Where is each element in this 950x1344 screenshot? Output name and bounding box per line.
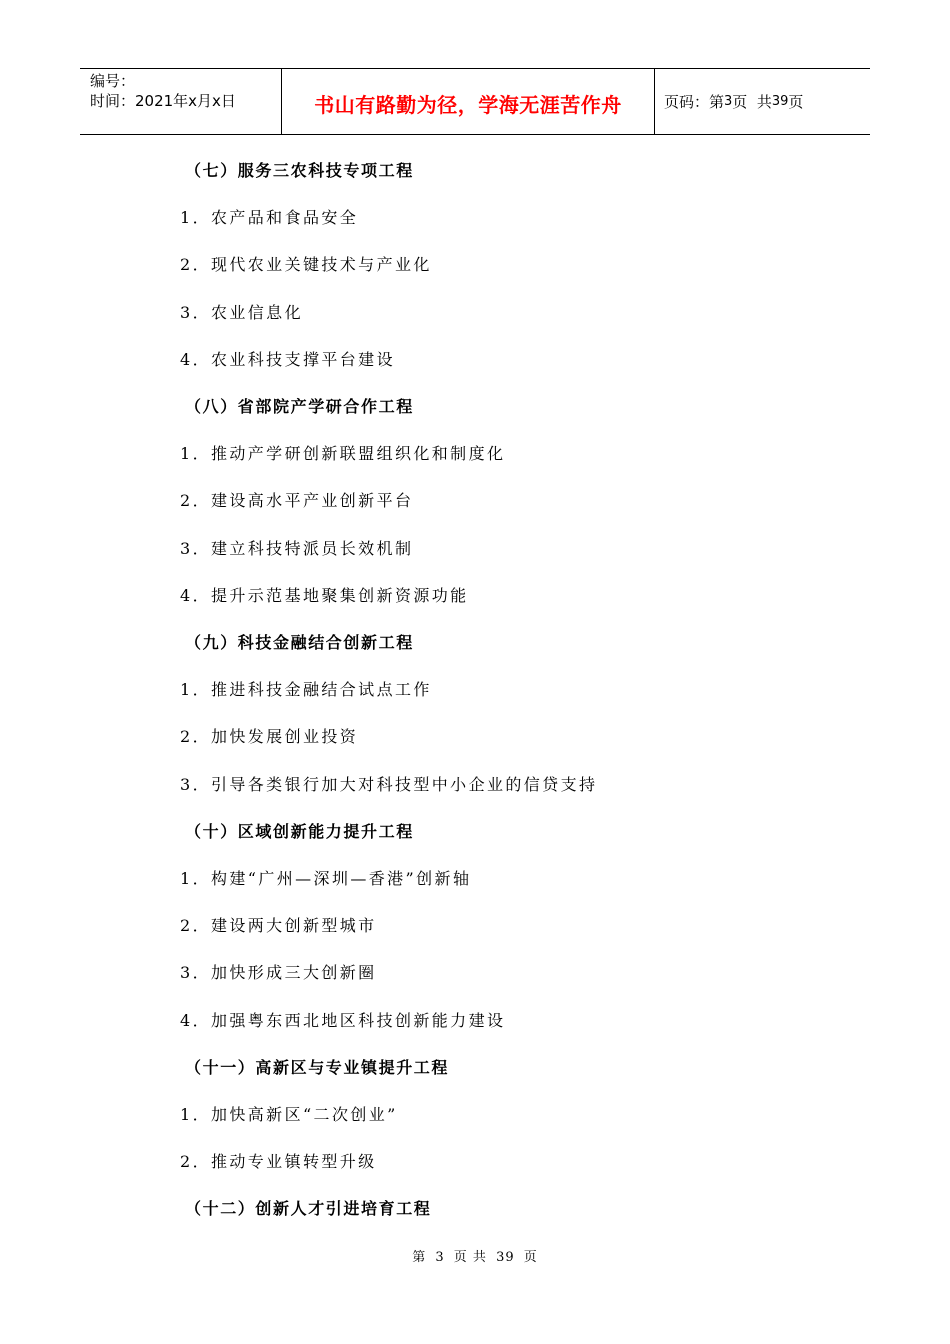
list-item: 1．农产品和食品安全 — [180, 208, 359, 227]
footer-mid: 页 共 — [453, 1250, 487, 1265]
list-item: 1．加快高新区“二次创业” — [180, 1105, 398, 1124]
page-suffix: 页 — [788, 93, 804, 111]
list-item: 4．农业科技支撑平台建设 — [180, 350, 395, 369]
page-header — [80, 68, 870, 135]
footer-total: 39 — [496, 1250, 515, 1265]
list-item: 1．推动产学研创新联盟组织化和制度化 — [180, 444, 506, 463]
time-label: 时间：2021年x月x日 — [90, 92, 236, 110]
header-motto: 书山有路勤为径，学海无涯苦作舟 — [314, 93, 622, 117]
list-item: 3．引导各类银行加大对科技型中小企业的信贷支持 — [180, 775, 598, 794]
section-heading: （九）科技金融结合创新工程 — [185, 633, 414, 652]
footer-prefix: 第 — [412, 1250, 427, 1265]
header-page-info — [655, 69, 870, 134]
page-total: 39 — [771, 94, 789, 109]
section-heading: （八）省部院产学研合作工程 — [185, 397, 414, 416]
list-item: 4．加强粤东西北地区科技创新能力建设 — [180, 1011, 506, 1030]
list-item: 3．农业信息化 — [180, 303, 303, 322]
section-heading: （十一）高新区与专业镇提升工程 — [185, 1058, 450, 1077]
footer-suffix: 页 — [523, 1250, 538, 1265]
footer-current: 3 — [435, 1250, 445, 1265]
list-item: 2．加快发展创业投资 — [180, 727, 359, 746]
list-item: 1．构建“广州—深圳—香港”创新轴 — [180, 869, 472, 888]
list-item: 2．现代农业关键技术与产业化 — [180, 255, 432, 274]
page-prefix: 页码：第 — [664, 93, 725, 111]
list-item: 2．建设两大创新型城市 — [180, 916, 377, 935]
page-current: 3 — [724, 94, 733, 109]
list-item: 2．推动专业镇转型升级 — [180, 1152, 377, 1171]
number-label: 编号： — [90, 72, 136, 90]
page-footer — [0, 1246, 950, 1265]
header-meta — [80, 69, 282, 134]
list-item: 4．提升示范基地聚集创新资源功能 — [180, 586, 469, 605]
list-item: 1．推进科技金融结合试点工作 — [180, 680, 432, 699]
list-item: 3．建立科技特派员长效机制 — [180, 539, 414, 558]
section-heading: （七）服务三农科技专项工程 — [185, 161, 414, 180]
page-mid: 页 共 — [732, 93, 772, 111]
list-item: 2．建设高水平产业创新平台 — [180, 491, 414, 510]
header-motto-cell — [282, 69, 655, 134]
list-item: 3．加快形成三大创新圈 — [180, 963, 377, 982]
section-heading: （十二）创新人才引进培育工程 — [185, 1199, 432, 1218]
section-heading: （十）区域创新能力提升工程 — [185, 822, 414, 841]
